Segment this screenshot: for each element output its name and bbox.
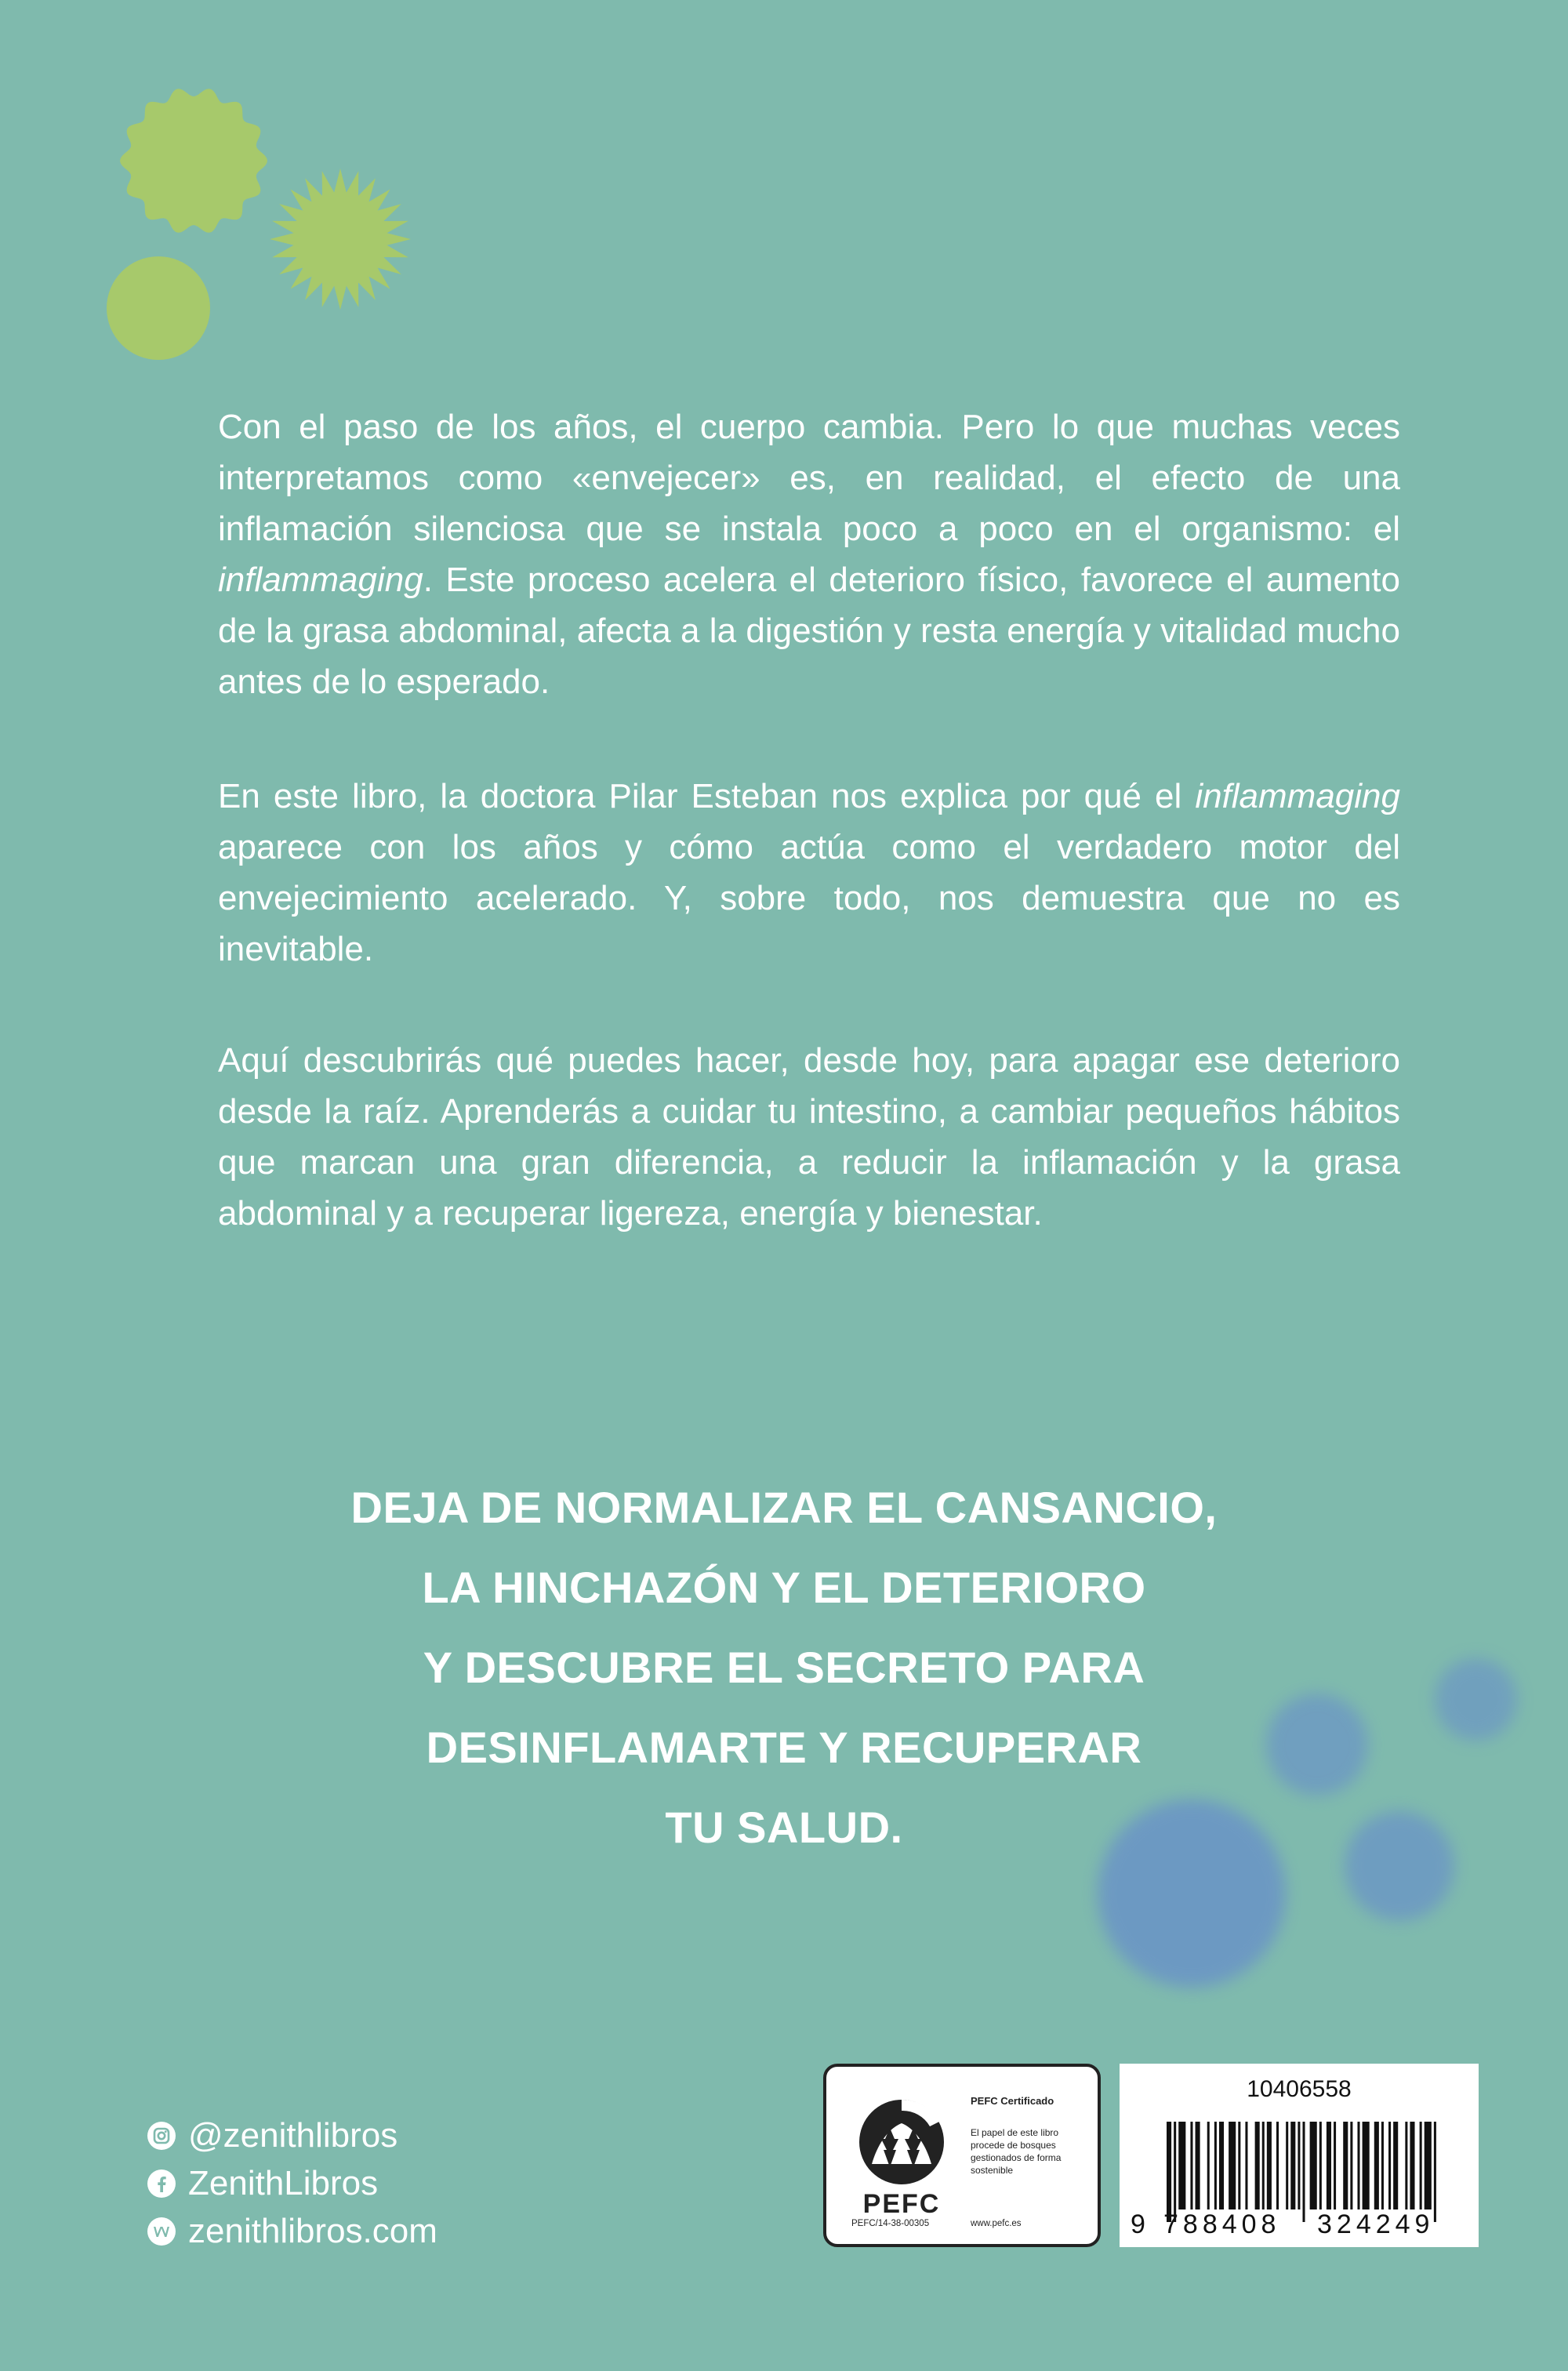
headline — [235, 1468, 1333, 1868]
headline-line: DESINFLAMARTE Y RECUPERAR — [426, 1723, 1142, 1772]
headline-line: Y DESCUBRE EL SECRETO PARA — [423, 1643, 1145, 1692]
instagram-handle: @zenithlibros — [188, 2115, 398, 2155]
isbn-first-digit: 9 — [1131, 2209, 1145, 2239]
blue-blob — [1345, 1811, 1454, 1921]
italic-term: inflammaging — [1195, 777, 1400, 815]
website-link: zenithlibros.com — [188, 2211, 437, 2250]
headline-line: LA HINCHAZÓN Y EL DETERIORO — [422, 1563, 1146, 1612]
decorative-shapes — [0, 0, 470, 392]
headline-line: TU SALUD. — [665, 1803, 903, 1852]
social-facebook[interactable] — [146, 2159, 437, 2207]
pefc-website: www.pefc.es — [971, 2219, 1022, 2228]
pefc-title: PEFC Certificado — [971, 2095, 1054, 2107]
isbn-group-2: 324249 — [1317, 2209, 1435, 2239]
pefc-description: El papel de este libro procede de bosques gestionados de forma sostenible — [971, 2127, 1062, 2176]
isbn-digits — [1131, 2209, 1475, 2240]
body-paragraph-3: Aquí descubrirás qué puedes hacer, desde hoy, para apagar ese deterioro desde la raíz. Aprenderás a cuidar tu intestino, a cambiar pequeños hábitos que marcan una gran diferencia, a reducir la inflamación y la grasa abdominal y a recuperar ligereza, energía y bienestar. — [218, 1041, 1400, 1233]
isbn-barcode — [1120, 2064, 1479, 2247]
pefc-certification — [823, 2064, 1101, 2247]
pefc-logo-icon — [855, 2095, 949, 2189]
web-icon — [146, 2216, 177, 2247]
social-web[interactable] — [146, 2207, 437, 2255]
headline-line: DEJA DE NORMALIZAR EL CANSANCIO, — [350, 1483, 1218, 1532]
facebook-handle: ZenithLibros — [188, 2163, 379, 2202]
instagram-icon — [146, 2120, 177, 2151]
green-starburst-icon — [270, 169, 411, 310]
body-paragraph-1: Con el paso de los años, el cuerpo cambia. Pero lo que muchas veces interpretamos como «envejecer» es, en realidad, el efecto de una inflamación silenciosa que se instala poco a poco en el organismo: el inflammaging. Este proceso acelera el deterioro físico, favorece el aumento de la grasa abdominal, afecta a la digestión y resta energía y vitalidad mucho antes de lo esperado. — [218, 408, 1400, 701]
pefc-code: PEFC/14-38-00305 — [851, 2219, 930, 2228]
pefc-wordmark: PEFC — [862, 2189, 941, 2219]
social-links — [146, 2111, 437, 2255]
isbn-group-1: 788408 — [1163, 2209, 1281, 2239]
social-instagram[interactable] — [146, 2111, 437, 2159]
italic-term: inflammaging — [218, 561, 423, 599]
body-paragraph-2: En este libro, la doctora Pilar Esteban nos explica por qué el inflammaging aparece con los años y cómo actúa como el verdadero motor del envejecimiento acelerado. Y, sobre todo, nos demuestra que no es inevitable. — [218, 777, 1400, 968]
green-wavy-circle-icon — [120, 89, 267, 233]
barcode-reference-number: 10406558 — [1247, 2076, 1352, 2102]
green-circle-icon — [107, 256, 210, 360]
facebook-icon — [146, 2168, 177, 2199]
blue-blob — [1435, 1658, 1517, 1741]
barcode-bars-icon — [1167, 2122, 1441, 2222]
